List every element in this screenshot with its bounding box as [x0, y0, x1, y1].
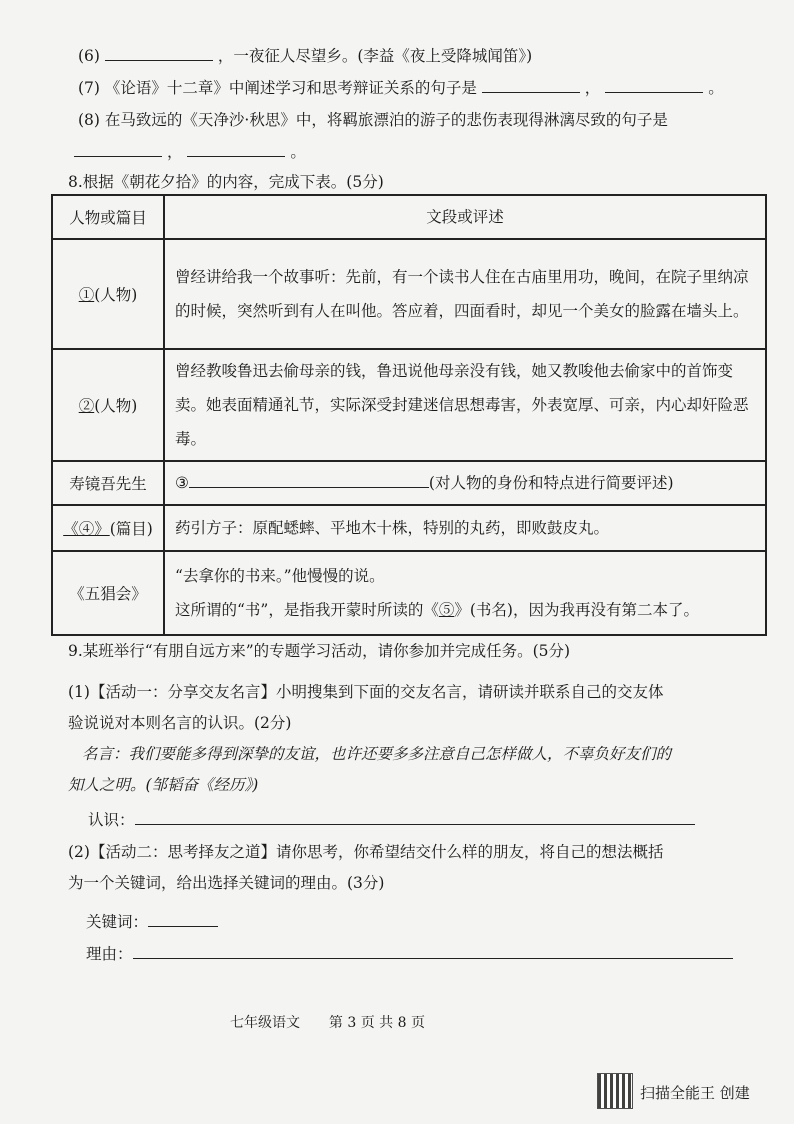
header-col1: 人物或篇目	[52, 195, 164, 239]
reason-row	[86, 942, 733, 964]
answer-blank[interactable]	[187, 141, 285, 158]
footer-page-number: 第 3 页 共 8 页	[328, 1015, 425, 1031]
q7-item-7	[78, 76, 724, 98]
footer-subject: 七年级语文	[230, 1015, 300, 1031]
answer-blank[interactable]	[482, 77, 580, 94]
answer-blank[interactable]	[74, 141, 162, 158]
keyword-label: 关键词：	[86, 913, 149, 931]
row2-label	[52, 349, 164, 461]
row5-label: 《五猖会》	[52, 551, 164, 635]
blank-number[interactable]: ①	[78, 286, 95, 304]
row3-label: 寿镜吾先生	[52, 461, 164, 505]
table-header-row	[52, 195, 766, 239]
blank-number[interactable]: ⑤	[438, 601, 455, 619]
answer-blank[interactable]	[105, 45, 213, 62]
item-text: 在马致远的《天净沙·秋思》中，将羁旅漂泊的游子的悲伤表现得淋漓尽致的句子是	[104, 111, 668, 129]
q8-title: 8.根据《朝花夕拾》的内容，完成下表。(5分)	[68, 173, 384, 191]
punctuation: 。	[290, 143, 306, 161]
scanner-watermark: 扫描全能王 创建	[640, 1084, 750, 1102]
row3-text	[164, 461, 766, 505]
header-col2: 文段或评述	[164, 195, 766, 239]
item-number: (8)	[78, 111, 100, 129]
row4-text: 药引方子：原配蟋蟀、平地木十株，特别的丸药，即败鼓皮丸。	[164, 505, 766, 551]
q7-item-6	[78, 44, 532, 66]
row4-label	[52, 505, 164, 551]
reason-input[interactable]	[133, 943, 733, 960]
q8-table	[51, 194, 767, 636]
punctuation: ，	[584, 79, 601, 97]
q9-activity2-line1: (2)【活动二：思考择友之道】请你思考，你希望结交什么样的朋友，将自己的想法概括	[68, 843, 664, 861]
row1-label	[52, 239, 164, 349]
blank-number: ③	[175, 474, 189, 492]
page-footer	[230, 1012, 425, 1032]
table-row	[52, 239, 766, 349]
q9-activity1-line2: 验说说对本则名言的认识。(2分)	[68, 714, 292, 732]
hint-text: (对人物的身份和特点进行简要评述)	[428, 474, 674, 492]
q7-item-8-answer	[74, 140, 306, 162]
row5-text	[164, 551, 766, 635]
row1-text: 曾经讲给我一个故事听：先前，有一个读书人住在古庙里用功，晚间，在院子里纳凉的时候，突然听到有人在叫他。答应着，四面看时，却见一个美女的脸露在墙头上。	[164, 239, 766, 349]
answer-blank[interactable]	[605, 77, 703, 94]
text: 》(书名)，因为我再没有第二本了。	[454, 601, 699, 619]
qr-code-icon	[597, 1073, 633, 1109]
table-row	[52, 505, 766, 551]
label-text: (人物)	[94, 397, 138, 415]
text: 这所谓的“书”，是指我开蒙时所读的《	[175, 601, 439, 619]
understand-row	[88, 808, 695, 830]
q9-activity1-line1: (1)【活动一：分享交友名言】小明搜集到下面的交友名言，请研读并联系自己的交友体	[68, 683, 664, 701]
quote-line2: 知人之明。(邹韬奋《经历》)	[68, 776, 259, 794]
q9-title: 9.某班举行“有朋自远方来”的专题学习活动，请你参加并完成任务。(5分)	[68, 642, 571, 660]
item-number: (6)	[78, 47, 100, 65]
row5-line2	[175, 593, 755, 627]
table-row	[52, 349, 766, 461]
q9-activity2-line2: 为一个关键词，给出选择关键词的理由。(3分)	[68, 874, 385, 892]
table-row	[52, 461, 766, 505]
label-text: (篇目)	[109, 520, 153, 538]
reason-label: 理由：	[86, 945, 133, 963]
punctuation: 。	[708, 79, 724, 97]
q7-item-8	[78, 108, 668, 130]
row5-line1: “去拿你的书来。”他慢慢的说。	[175, 567, 385, 585]
punctuation: ，	[166, 143, 183, 161]
item-text: 《论语》十二章》中阐述学习和思考辩证关系的句子是	[104, 79, 477, 97]
blank-number[interactable]: ②	[78, 397, 95, 415]
keyword-input[interactable]	[148, 911, 218, 928]
item-text: ，一夜征人尽望乡。(李益《夜上受降城闻笛》)	[217, 47, 533, 65]
row2-text: 曾经教唆鲁迅去偷母亲的钱，鲁迅说他母亲没有钱，她又教唆他去偷家中的首饰变卖。她表面精通礼节，实际深受封建迷信思想毒害，外表宽厚、可亲，内心却奸险恶毒。	[164, 349, 766, 461]
table-row	[52, 551, 766, 635]
answer-blank[interactable]	[189, 472, 429, 489]
understand-input[interactable]	[135, 809, 695, 826]
label-text: (人物)	[94, 286, 138, 304]
understand-label: 认识：	[88, 811, 135, 829]
item-number: (7)	[78, 79, 100, 97]
quote-line1: 名言：我们要能多得到深挚的友谊，也许还要多多注意自己怎样做人，不辜负好友们的	[82, 745, 672, 763]
keyword-row	[86, 910, 218, 932]
blank-number[interactable]: 《④》	[63, 520, 110, 538]
